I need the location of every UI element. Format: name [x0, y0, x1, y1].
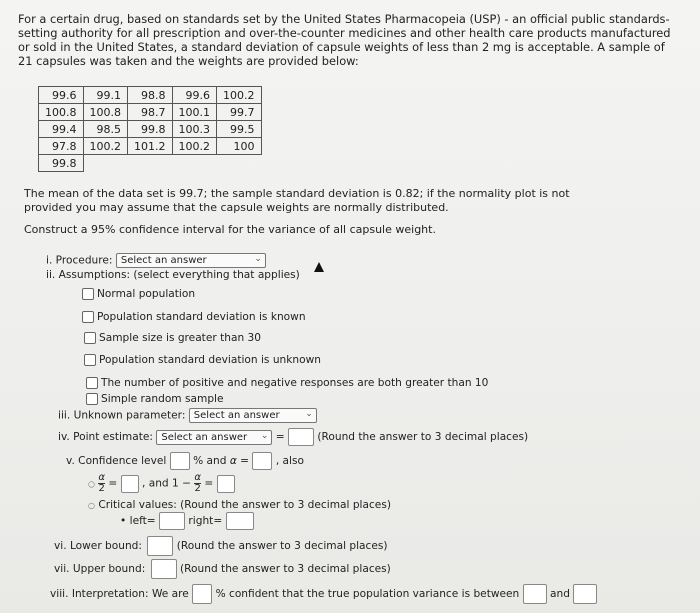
checkbox[interactable]	[86, 377, 98, 389]
table-cell: 98.8	[128, 87, 173, 104]
point-select-value: Select an answer	[161, 431, 248, 443]
table-cell: 99.8	[128, 121, 173, 138]
mouse-cursor-icon	[314, 262, 324, 272]
critical-left-input[interactable]	[159, 512, 185, 530]
alpha-half-input[interactable]	[121, 475, 139, 493]
table-row	[39, 138, 262, 155]
upper-label: vii. Upper bound:	[54, 563, 146, 575]
table-row	[39, 87, 262, 104]
lower-label: vi. Lower bound:	[54, 540, 142, 552]
critical-inputs-row	[120, 512, 254, 530]
one-minus-alpha-half-input[interactable]	[217, 475, 235, 493]
critical-label: Critical values: (Round the answer to 3 decimal places)	[98, 499, 391, 511]
confidence-label: v. Confidence level	[66, 455, 167, 467]
unknown-label: iii. Unknown parameter:	[58, 409, 186, 422]
table-cell: 98.5	[83, 121, 128, 138]
checkbox[interactable]	[84, 332, 96, 344]
checkbox[interactable]	[82, 311, 94, 323]
capsule-weights-table	[38, 86, 262, 172]
and-one-minus: , and 1 −	[141, 477, 191, 490]
procedure-label: i. Procedure:	[46, 254, 113, 267]
alpha-symbol: α	[229, 455, 237, 467]
table-cell: 100.2	[217, 87, 262, 104]
task-text: Construct a 95% confidence interval for the variance of all capsule weight.	[24, 223, 436, 236]
upper-bound-input[interactable]	[151, 559, 177, 579]
checkbox[interactable]	[86, 393, 98, 405]
assumption-option[interactable]	[86, 393, 224, 405]
unknown-row	[58, 408, 317, 423]
procedure-select[interactable]	[116, 253, 266, 268]
lower-note: (Round the answer to 3 decimal places)	[176, 540, 388, 552]
equals-sign: =	[108, 477, 118, 490]
bullet-circle-icon: ○	[88, 501, 95, 510]
assumption-label: Population standard deviation is unknown	[99, 354, 321, 366]
chevron-down-icon: ⌄	[260, 430, 269, 441]
interp-label: viii. Interpretation: We are	[50, 588, 189, 600]
alpha-over-two	[98, 473, 105, 494]
equals-sign-2: =	[204, 477, 214, 490]
equals-sign: =	[275, 431, 285, 443]
interp-lower-input[interactable]	[523, 584, 547, 604]
problem-intro: For a certain drug, based on standards set by the United States Pharmacopeia (USP) - an official public standards-setting authority for all prescription and over-the-counter medicines and other health care products manufactured or sold in the United States, a standard deviation of capsule weights of less than 2 mg is acceptable. A sample of 21 capsules was taken and the weights are provided below:	[18, 12, 671, 68]
table-cell: 99.7	[217, 104, 262, 121]
procedure-select-value: Select an answer	[120, 255, 207, 266]
alpha-half-row	[88, 473, 235, 494]
point-label: iv. Point estimate:	[58, 431, 153, 443]
table-cell: 100	[217, 138, 262, 155]
equals-sign: =	[240, 455, 250, 467]
right-label: right=	[188, 515, 223, 527]
point-estimate-input[interactable]	[288, 428, 314, 446]
table-row	[39, 121, 262, 138]
assumption-option[interactable]	[82, 311, 306, 323]
assumption-label: Simple random sample	[101, 393, 224, 405]
interp-and: and	[550, 588, 570, 600]
table-cell: 98.7	[128, 104, 173, 121]
lower-bound-input[interactable]	[147, 536, 173, 556]
alpha-input[interactable]	[252, 452, 272, 470]
table-cell: 99.5	[217, 121, 262, 138]
checkbox[interactable]	[82, 288, 94, 300]
assumption-option[interactable]	[84, 332, 261, 344]
upper-row	[54, 559, 391, 579]
assumption-option[interactable]	[82, 288, 195, 300]
also-text: , also	[275, 455, 304, 467]
confidence-mid: % and	[193, 455, 227, 467]
bullet-icon: •	[120, 515, 127, 527]
assumptions-label: ii. Assumptions: (select everything that applies)	[46, 269, 300, 281]
table-cell: 99.1	[83, 87, 128, 104]
interp-upper-input[interactable]	[573, 584, 597, 604]
table-cell: 100.8	[39, 104, 84, 121]
table-row	[39, 104, 262, 121]
unknown-parameter-select[interactable]	[189, 408, 317, 423]
summary-text: The mean of the data set is 99.7; the sample standard deviation is 0.82; if the normality plot is not provided you may assume that the capsule weights are normally distributed.	[24, 187, 570, 214]
table-row	[39, 155, 262, 172]
alpha-over-two-2	[194, 473, 201, 494]
point-note: (Round the answer to 3 decimal places)	[317, 431, 529, 443]
table-cell: 99.6	[39, 87, 84, 104]
table-cell: 99.6	[172, 87, 217, 104]
table-cell: 100.8	[83, 104, 128, 121]
checkbox[interactable]	[84, 354, 96, 366]
assumption-label: The number of positive and negative responses are both greater than 10	[101, 377, 489, 389]
assumption-option[interactable]	[84, 354, 321, 366]
table-cell: 101.2	[128, 138, 173, 155]
assumption-label: Sample size is greater than 30	[99, 332, 261, 344]
critical-label-row	[88, 499, 391, 511]
table-cell: 99.8	[39, 155, 84, 172]
assumption-label: Normal population	[97, 288, 196, 300]
assumption-label: Population standard deviation is known	[97, 311, 306, 323]
left-label: left=	[129, 515, 156, 527]
assumption-option[interactable]	[86, 377, 488, 389]
bullet-circle-icon: ○	[88, 479, 95, 489]
table-cell: 100.1	[172, 104, 217, 121]
procedure-row	[46, 253, 266, 268]
interp-mid: % confident that the true population variance is between	[215, 588, 520, 600]
chevron-down-icon: ⌄	[305, 409, 313, 419]
confidence-row	[66, 452, 304, 470]
chevron-down-icon: ⌄	[254, 254, 262, 264]
lower-row	[54, 536, 388, 556]
interp-confidence-input[interactable]	[192, 584, 212, 604]
unknown-select-value: Select an answer	[193, 410, 280, 421]
alpha-num-2: α	[194, 472, 201, 483]
critical-right-input[interactable]	[226, 512, 254, 530]
point-estimate-select[interactable]	[156, 430, 272, 445]
two-den: 2	[98, 483, 105, 494]
confidence-level-input[interactable]	[170, 452, 190, 470]
table-cell: 100.3	[172, 121, 217, 138]
point-row	[58, 428, 528, 446]
upper-note: (Round the answer to 3 decimal places)	[180, 563, 391, 575]
table-cell: 99.4	[39, 121, 84, 138]
two-den-2: 2	[194, 483, 201, 494]
table-cell: 97.8	[39, 138, 84, 155]
table-cell: 100.2	[172, 138, 217, 155]
interp-row	[50, 584, 597, 604]
table-cell: 100.2	[83, 138, 128, 155]
alpha-num: α	[98, 472, 105, 483]
